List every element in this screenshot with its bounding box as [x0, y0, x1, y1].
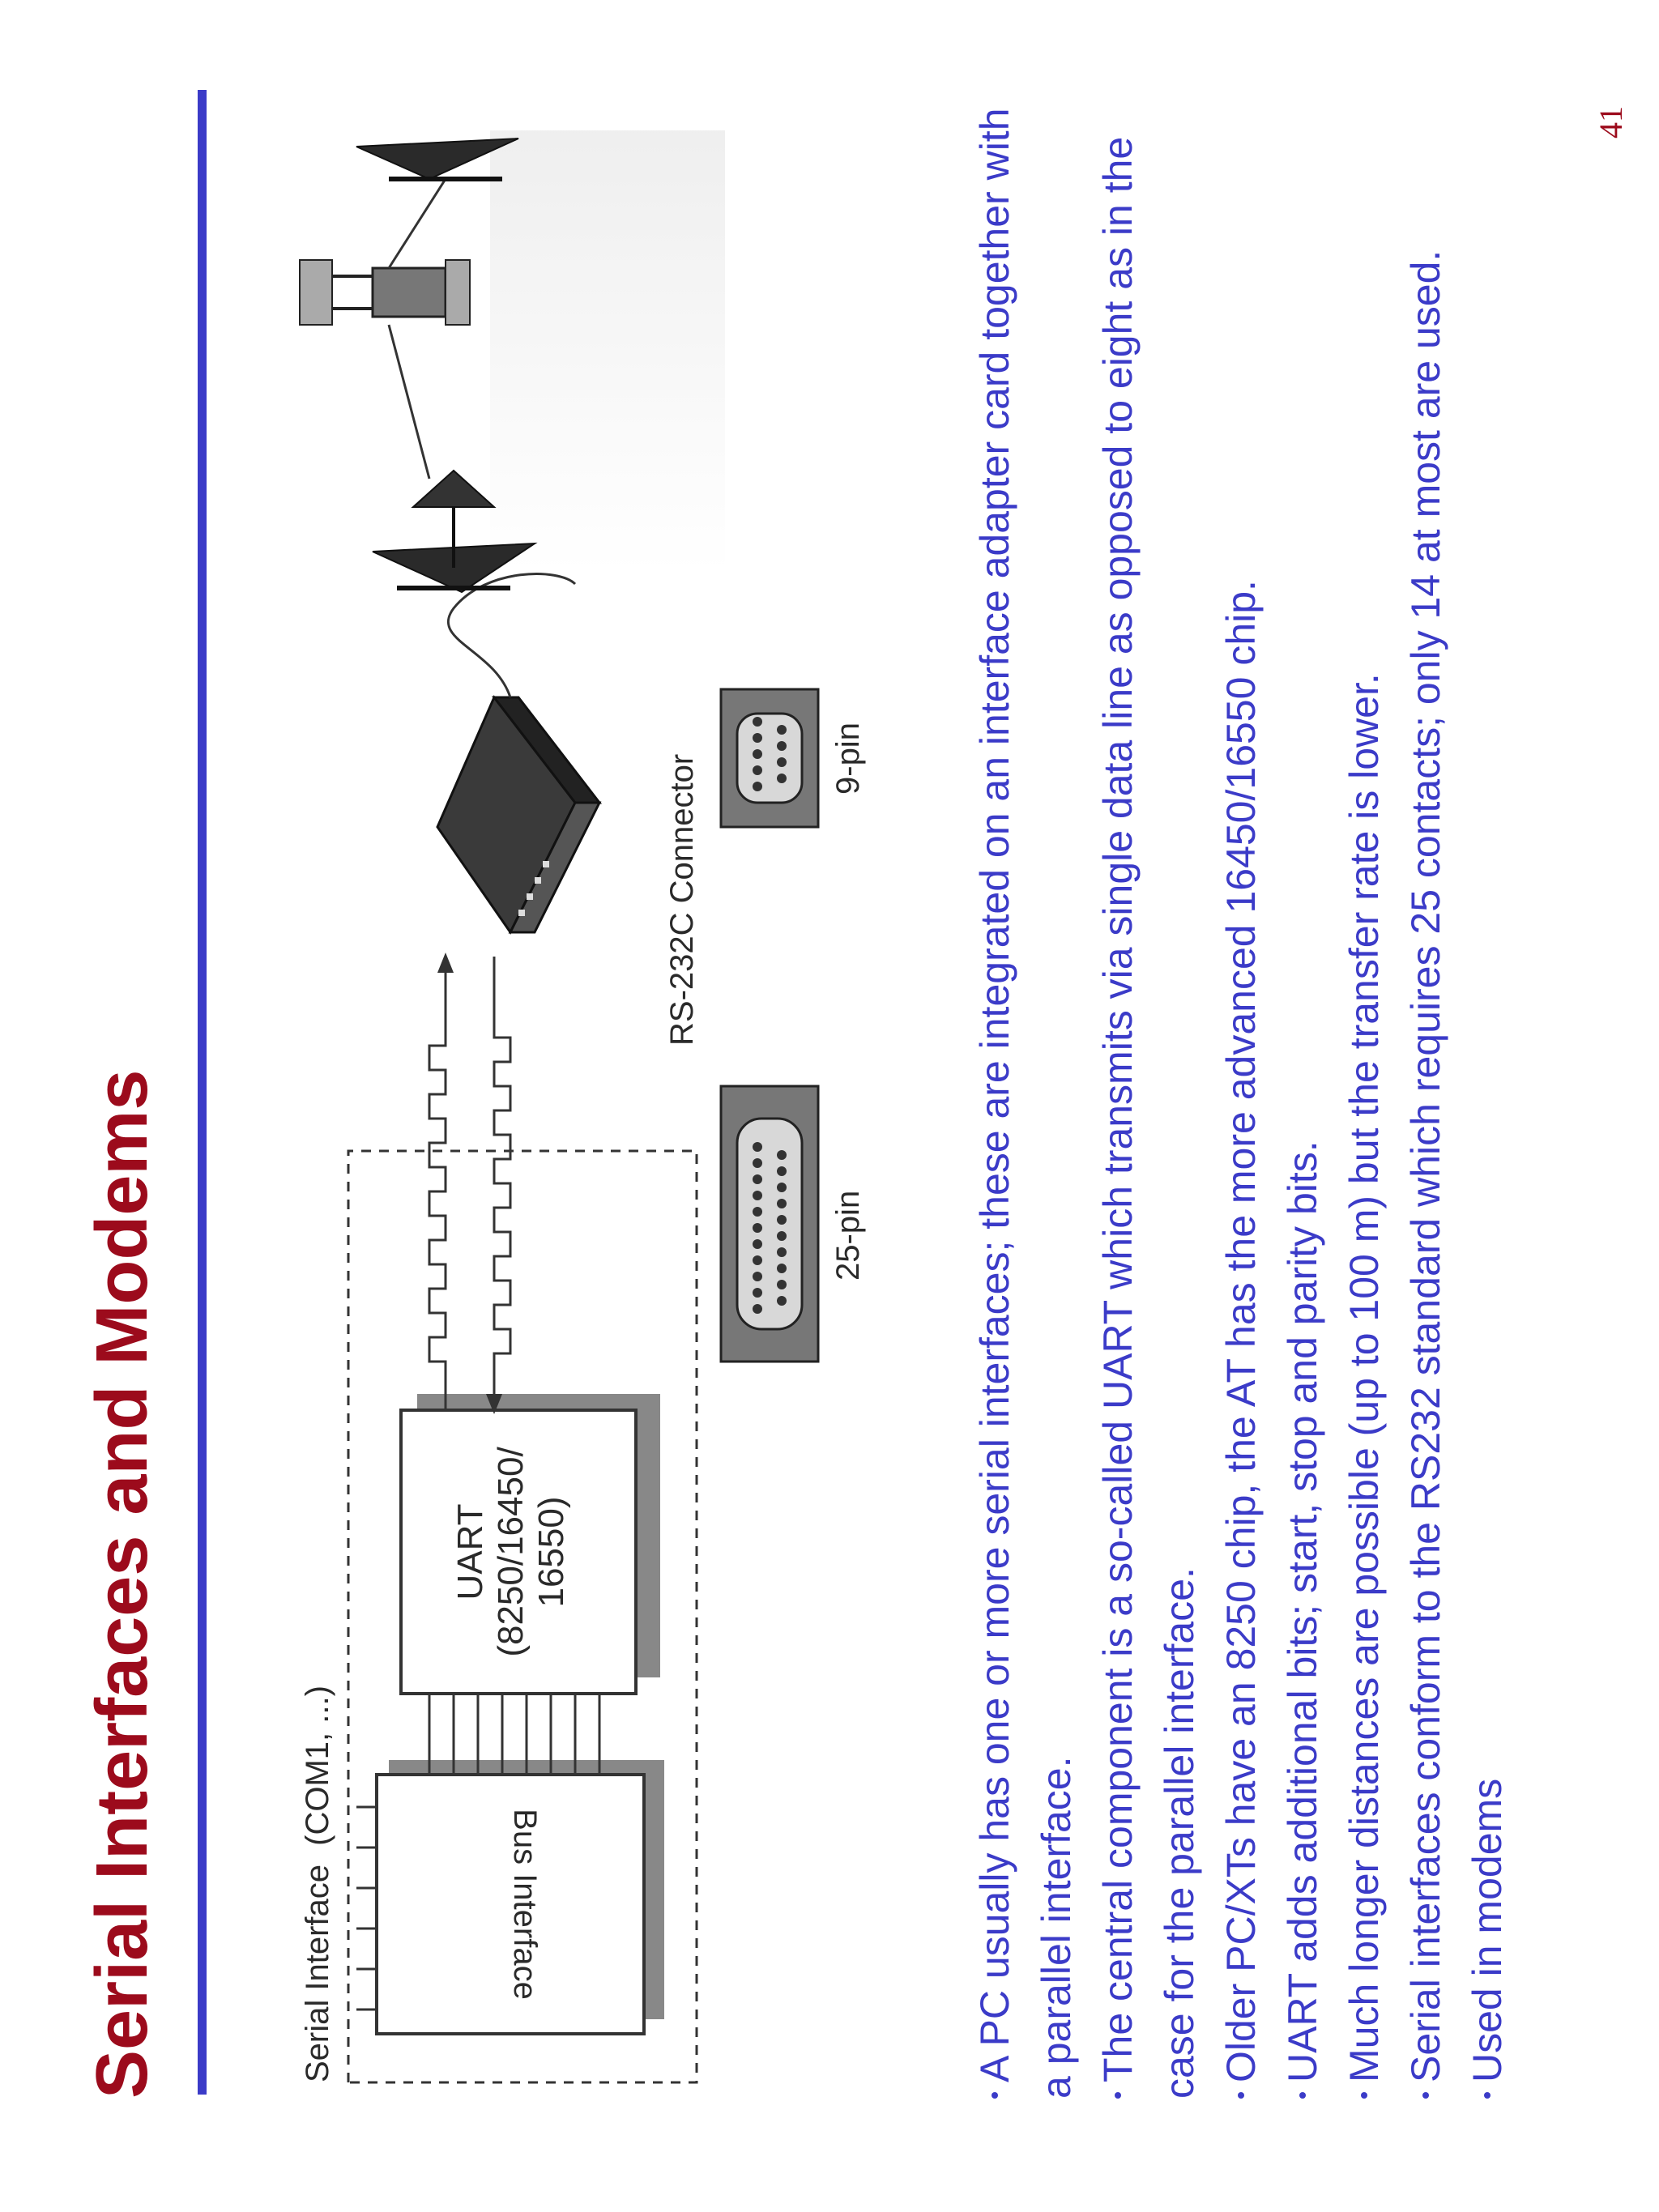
connector-9-pin-icon [721, 689, 818, 827]
pin-25-label: 25-pin [830, 1190, 866, 1281]
downlink-line [389, 179, 446, 268]
receive-waveform [494, 957, 510, 1394]
bullet-dot-icon [1299, 2092, 1306, 2099]
bullet-item [1272, 106, 1333, 2099]
connector-title: RS-232C Connector [664, 753, 700, 1046]
uplink-line [389, 325, 429, 479]
transmit-waveform [429, 973, 446, 1410]
serial-interface-figure [267, 130, 948, 2091]
bullet-item [1456, 106, 1518, 2099]
bullet-dot-icon [1115, 2092, 1121, 2099]
connector-25-pin-icon [721, 1086, 818, 1362]
bullet-dot-icon [992, 2092, 998, 2099]
bullet-text: Used in modems [1465, 1778, 1510, 2082]
bullet-item [1210, 106, 1272, 2099]
modem-cable [448, 574, 575, 697]
page-number: 41 [1593, 106, 1629, 139]
satellite-icon [300, 260, 470, 325]
bullet-text: UART adds additional bits; start, stop and parity bits. [1280, 1140, 1325, 2082]
bullet-text: Older PC/XTs have an 8250 chip, the AT has the more advanced 16450/16550 chip. [1218, 580, 1264, 2082]
bullet-item [1087, 106, 1210, 2099]
bus-interface-label: Bus Interface [507, 1809, 543, 2000]
bus-interface-pins [356, 1807, 377, 2010]
pin-9-label: 9-pin [830, 722, 866, 795]
page-title: Serial Interfaces and Modems [82, 1069, 163, 2099]
bullet-text: A PC usually has one or more serial interfaces; these are integrated on an interface adapter card together with a parallel interface. [972, 108, 1079, 2099]
uart-label-line2: (8250/16450/ [491, 1447, 531, 1657]
uart-label-line1: UART [450, 1503, 490, 1600]
bullet-text: The central component is a so-called UART which transmits via single data line as opposed to eight as in the case for the parallel interface. [1095, 136, 1202, 2099]
bullet-text: Serial interfaces conform to the RS232 standard which requires 25 contacts; only 14 at most are used. [1403, 249, 1448, 2082]
modem-icon [437, 697, 575, 932]
scan-shade [490, 130, 725, 572]
bullet-list [964, 106, 1518, 2099]
serial-interface-label [300, 1686, 335, 2082]
title-rule [198, 90, 207, 2095]
bullet-item [1395, 106, 1456, 2099]
bullet-text: Much longer distances are possible (up to 100 m) but the transfer rate is lower. [1341, 673, 1387, 2082]
bullet-dot-icon [1238, 2092, 1244, 2099]
bullet-item [1333, 106, 1395, 2099]
transmit-arrow [437, 953, 454, 973]
bullet-dot-icon [1361, 2092, 1367, 2099]
interface-ports-text: (COM1, ...) [300, 1686, 335, 1846]
bullet-dot-icon [1484, 2092, 1491, 2099]
bullet-item [964, 106, 1087, 2099]
bullet-dot-icon [1422, 2092, 1429, 2099]
interface-label-text: Serial Interface [300, 1864, 335, 2082]
uart-label-line3: 16550) [531, 1496, 571, 1608]
